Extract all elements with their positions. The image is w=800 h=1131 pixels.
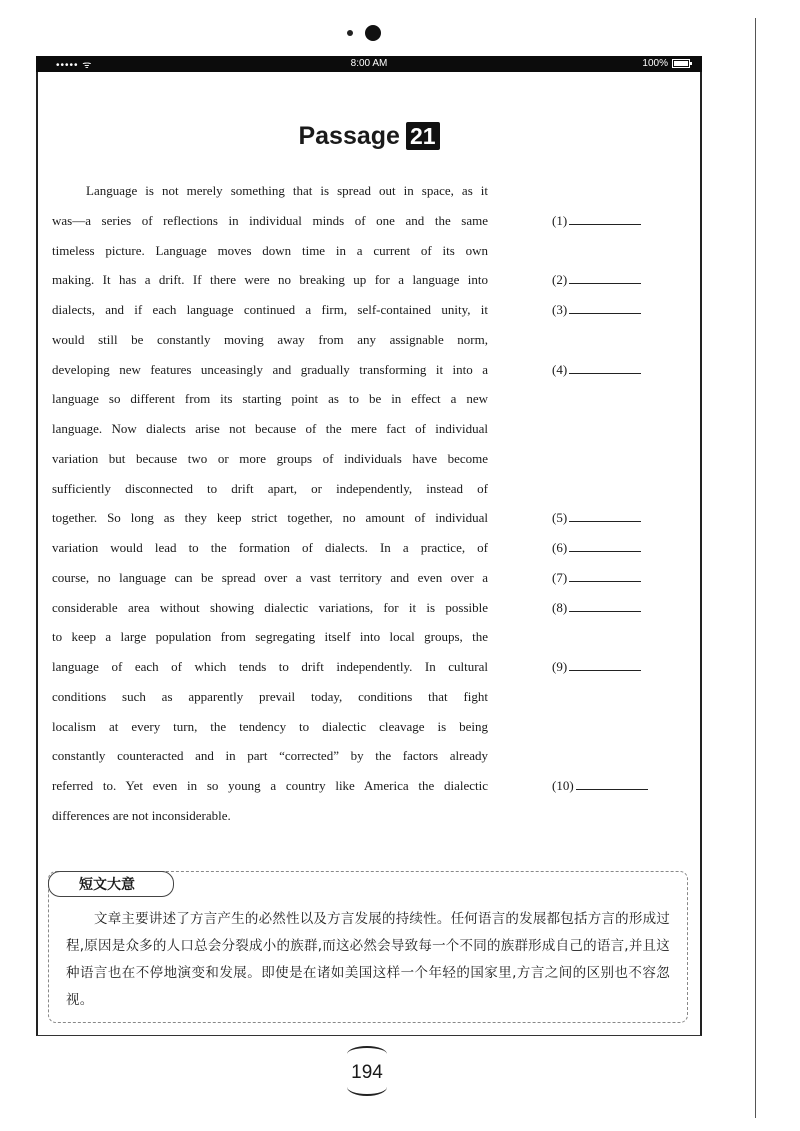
- decorative-dots: [344, 24, 384, 44]
- passage-line: [52, 325, 692, 355]
- answer-blank-number: (6): [552, 540, 568, 555]
- passage-line-text: differences are not inconsiderable.: [52, 807, 231, 823]
- passage-line-text: developing new features unceasingly and gradually transforming it into a: [52, 361, 488, 377]
- passage-body: [52, 176, 692, 831]
- passage-number-badge: 21: [406, 122, 440, 150]
- page-number: 194: [351, 1062, 383, 1083]
- answer-blank[interactable]: [552, 362, 641, 378]
- passage-line: [52, 206, 692, 236]
- answer-blank-line[interactable]: [569, 600, 641, 612]
- answer-blank[interactable]: [552, 778, 648, 794]
- passage-line-text: together. So long as they keep strict together, no amount of individual: [52, 510, 488, 526]
- passage-line-text: variation but because two or more groups of individuals have become: [52, 450, 488, 466]
- summary-title: 短文大意: [48, 871, 174, 897]
- passage-line: [52, 295, 692, 325]
- passage-line: [52, 771, 692, 801]
- answer-blank-number: (9): [552, 659, 568, 674]
- passage-line: [52, 741, 692, 771]
- passage-line-text: course, no language can be spread over a vast territory and even over a: [52, 569, 488, 585]
- passage-line: [52, 801, 692, 831]
- answer-blank[interactable]: [552, 570, 641, 586]
- passage-line: [52, 712, 692, 742]
- answer-blank-number: (5): [552, 510, 568, 526]
- passage-line: [52, 176, 692, 206]
- passage-line-text: was—a series of reflections in individual minds of one and the same: [52, 212, 488, 228]
- answer-blank-line[interactable]: [569, 272, 641, 284]
- passage-line: [52, 384, 692, 414]
- passage-line-text: variation would lead to the formation of dialects. In a practice, of: [52, 540, 488, 555]
- passage-line: [52, 355, 692, 385]
- passage-line-text: dialects, and if each language continued a firm, self-contained unity, it: [52, 302, 488, 317]
- passage-line-text: referred to. Yet even in so young a country like America the dialectic: [52, 778, 488, 793]
- signal-indicator: ••••• ᯤ: [56, 60, 93, 71]
- page-edge-rule: [755, 18, 756, 1118]
- passage-line: [52, 414, 692, 444]
- status-bar: [36, 56, 702, 72]
- battery-icon: [672, 59, 690, 68]
- answer-blank-number: (4): [552, 361, 568, 377]
- passage-line: [52, 236, 692, 266]
- passage-line-text: language of each of which tends to drift independently. In cultural: [52, 659, 488, 674]
- answer-blank-number: (3): [552, 302, 568, 317]
- passage-line: [52, 503, 692, 533]
- answer-blank-line[interactable]: [569, 362, 641, 374]
- status-time: 8:00 AM: [350, 58, 388, 69]
- answer-blank-line[interactable]: [576, 778, 648, 790]
- passage-line: [52, 444, 692, 474]
- answer-blank[interactable]: [552, 302, 641, 318]
- large-dot-icon: [365, 25, 381, 41]
- passage-line: [52, 682, 692, 712]
- passage-line: [52, 533, 692, 563]
- passage-line-text: to keep a large population from segregating itself into local groups, the: [52, 629, 488, 645]
- answer-blank-line[interactable]: [569, 213, 641, 225]
- passage-line: [52, 622, 692, 652]
- passage-line-text: constantly counteracted and in part “corrected” by the factors already: [52, 748, 488, 764]
- passage-line-text: considerable area without showing dialectic variations, for it is possible: [52, 599, 488, 615]
- passage-line-text: localism at every turn, the tendency to dialectic cleavage is being: [52, 718, 488, 734]
- answer-blank-line[interactable]: [569, 510, 641, 522]
- passage-title: [36, 122, 702, 151]
- answer-blank-number: (2): [552, 272, 568, 288]
- battery-indicator: [642, 58, 690, 69]
- answer-blank-line[interactable]: [569, 570, 641, 582]
- passage-line-text: making. It has a drift. If there were no breaking up for a language into: [52, 272, 488, 288]
- answer-blank-number: (10): [552, 778, 574, 793]
- answer-blank-line[interactable]: [569, 540, 641, 552]
- answer-blank-number: (1): [552, 212, 568, 228]
- passage-line-text: sufficiently disconnected to drift apart, or independently, instead of: [52, 480, 488, 496]
- ornament-arc-top: [347, 1046, 387, 1062]
- summary-text: 文章主要讲述了方言产生的必然性以及方言发展的持续性。任何语言的发展都包括方言的形成过程,原因是众多的人口总会分裂成小的族群,而这必然会导致每一个不同的族群形成自己的语言,并且这种语言也在不停地演变和发展。即使是在诸如美国这样一个年轻的国家里,方言之间的区别也不容忽视。: [66, 911, 670, 1008]
- passage-title-text: Passage: [298, 122, 400, 150]
- passage-line-text: language so different from its starting point as to be in effect a new: [52, 391, 488, 407]
- answer-blank-number: (7): [552, 569, 568, 585]
- answer-blank-line[interactable]: [569, 302, 641, 314]
- passage-line: [52, 593, 692, 623]
- passage-line-text: conditions such as apparently prevail today, conditions that fight: [52, 688, 488, 704]
- answer-blank-line[interactable]: [569, 659, 641, 671]
- passage-line-text: Language is not merely something that is spread out in space, as it: [86, 183, 488, 198]
- ornament-arc-bottom: [347, 1078, 387, 1096]
- answer-blank-number: (8): [552, 599, 568, 615]
- answer-blank[interactable]: [552, 659, 641, 675]
- passage-line-text: would still be constantly moving away from any assignable norm,: [52, 331, 488, 347]
- passage-line-text: timeless picture. Language moves down time in a current of its own: [52, 242, 488, 258]
- passage-line: [52, 265, 692, 295]
- answer-blank[interactable]: [552, 213, 641, 229]
- passage-line-text: language. Now dialects arise not because of the mere fact of individual: [52, 421, 488, 436]
- passage-line: [52, 652, 692, 682]
- answer-blank[interactable]: [552, 510, 641, 526]
- battery-percent: 100%: [642, 58, 668, 69]
- passage-line: [52, 474, 692, 504]
- small-dot-icon: [347, 30, 353, 36]
- passage-line: [52, 563, 692, 593]
- answer-blank[interactable]: [552, 272, 641, 288]
- page-number-ornament: [342, 1046, 392, 1100]
- answer-blank[interactable]: [552, 540, 641, 556]
- answer-blank[interactable]: [552, 600, 641, 616]
